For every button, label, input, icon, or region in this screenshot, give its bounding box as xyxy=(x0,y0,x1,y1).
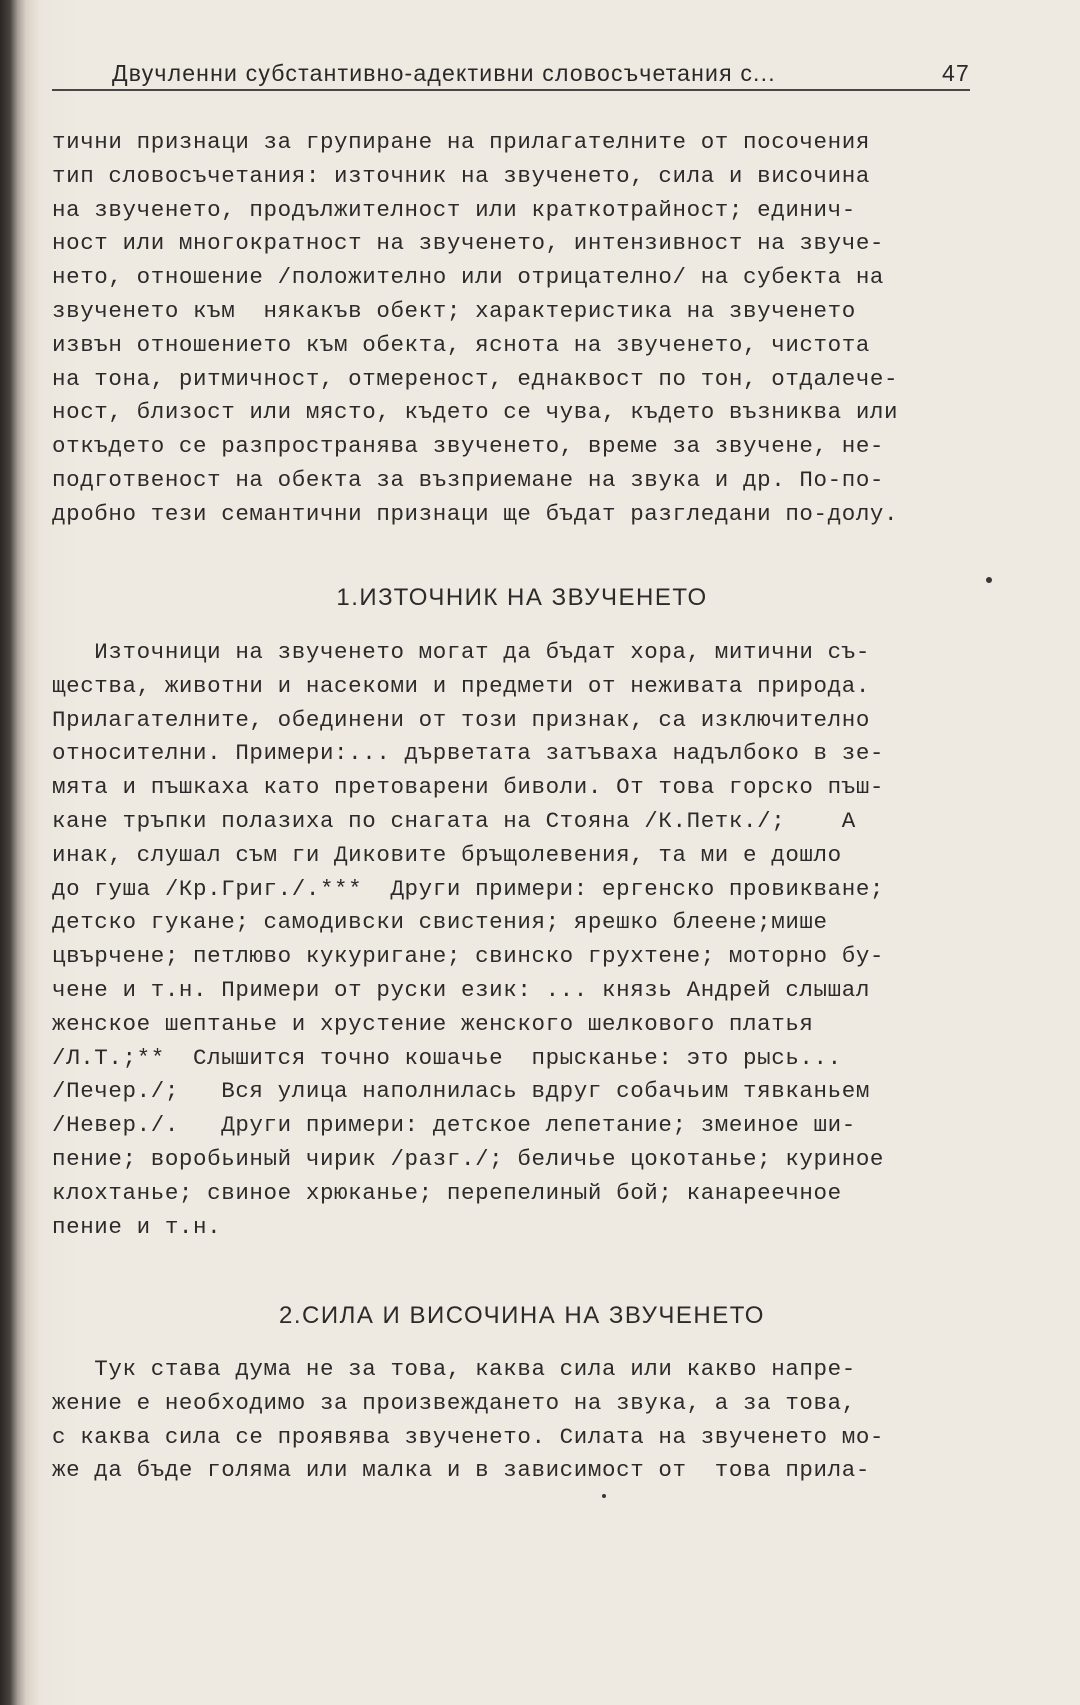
ink-speck xyxy=(602,1494,606,1498)
section2-paragraph xyxy=(52,1353,992,1488)
text-line: клохтанье; свиное хрюканье; перепелиный бой; канареечное xyxy=(52,1179,842,1206)
text-line: /Печер./; Вся улица наполнилась вдруг собачьим тявканьем xyxy=(52,1078,870,1105)
text-line: же да бъде голяма или малка и в зависимост от това прила- xyxy=(52,1457,870,1484)
text-line: на тона, ритмичност, отмереност, еднаквост по тон, отдалече- xyxy=(52,365,899,392)
text-line: ност, близост или място, където се чува, където възниква или xyxy=(52,399,899,426)
text-line: /Невер./. Други примери: детское лепетание; змеиное ши- xyxy=(52,1112,856,1139)
text-line: тични признаци за групиране на прилагателните от посочения xyxy=(52,129,870,155)
text-line: относителни. Примери:... дърветата затъваха надълбоко в зе- xyxy=(52,740,885,767)
text-line: ност или многократност на звученето, интензивност на звуче- xyxy=(52,230,885,257)
text-line: жение е необходимо за произвеждането на звука, а за това, xyxy=(52,1389,856,1416)
text-line: детско гукане; самодивски свистения; ярешко блеене;мише xyxy=(52,909,828,936)
text-line: с каква сила се проявява звученето. Силата на звученето мо- xyxy=(52,1423,885,1450)
text-line: откъдето се разпространява звученето, време за звучене, не- xyxy=(52,433,885,460)
text-line: инак, слушал съм ги Диковите бръщолевения, та ми е дошло xyxy=(52,841,842,868)
text-line: пение и т.н. xyxy=(52,1213,222,1240)
running-head-rule xyxy=(52,89,970,91)
text-line: чене и т.н. Примери от руски език: ... князь Андрей слышал xyxy=(52,976,870,1003)
text-line: тип словосъчетания: източник на звученето, сила и височина xyxy=(52,162,870,189)
text-line: Източници на звученето могат да бъдат хора, митични съ- xyxy=(52,639,870,665)
text-line: на звученето, продължителност или краткотрайност; единич- xyxy=(52,196,856,223)
text-line: женское шептанье и хрустение женского шелкового платья xyxy=(52,1010,814,1037)
text-line: Прилагателните, обединени от този признак, са изключително xyxy=(52,706,870,733)
text-line: до гуша /Кр.Григ./.*** Други примери: ергенско провикване; xyxy=(52,875,885,902)
text-line: звученето към някакъв обект; характеристика на звученето xyxy=(52,297,856,324)
text-line: цвърчене; петлюво кукуригане; свинско грухтене; моторно бу- xyxy=(52,943,885,970)
section-heading-strength: 2.СИЛА И ВИСОЧИНА НА ЗВУЧЕНЕТО xyxy=(279,1302,765,1329)
running-head xyxy=(52,60,970,87)
text-line: дробно тези семантични признаци ще бъдат разгледани по-долу. xyxy=(52,500,899,527)
text-line: кане тръпки полазиха по снагата на Стояна /К.Петк./; А xyxy=(52,807,856,834)
text-line: /Л.Т.;** Слышится точно кошачье прысканье: это рысь... xyxy=(52,1044,842,1071)
text-line: нето, отношение /положително или отрицателно/ на субекта на xyxy=(52,264,885,291)
text-line: щества, животни и насекоми и предмети от неживата природа. xyxy=(52,672,870,699)
section-heading-source: 1.ИЗТОЧНИК НА ЗВУЧЕНЕТО xyxy=(336,584,708,611)
text-line: подготвеност на обекта за възприемане на звука и др. По-по- xyxy=(52,466,885,493)
ink-speck xyxy=(986,577,992,583)
section1-paragraph xyxy=(52,636,992,1244)
text-line: Тук става дума не за това, каква сила или какво напре- xyxy=(52,1356,856,1382)
text-line: пение; воробьиный чирик /разг./; беличье цокотанье; куриное xyxy=(52,1145,885,1172)
intro-paragraph xyxy=(52,126,992,532)
page-number: 47 xyxy=(942,60,970,86)
text-line: извън отношението към обекта, яснота на звученето, чистота xyxy=(52,331,870,358)
text-line: мята и пъшкаха като претоварени биволи. От това горско пъш- xyxy=(52,774,885,801)
running-head-title: Двучленни субстантивно-адективни словосъчетания с... xyxy=(112,60,776,86)
